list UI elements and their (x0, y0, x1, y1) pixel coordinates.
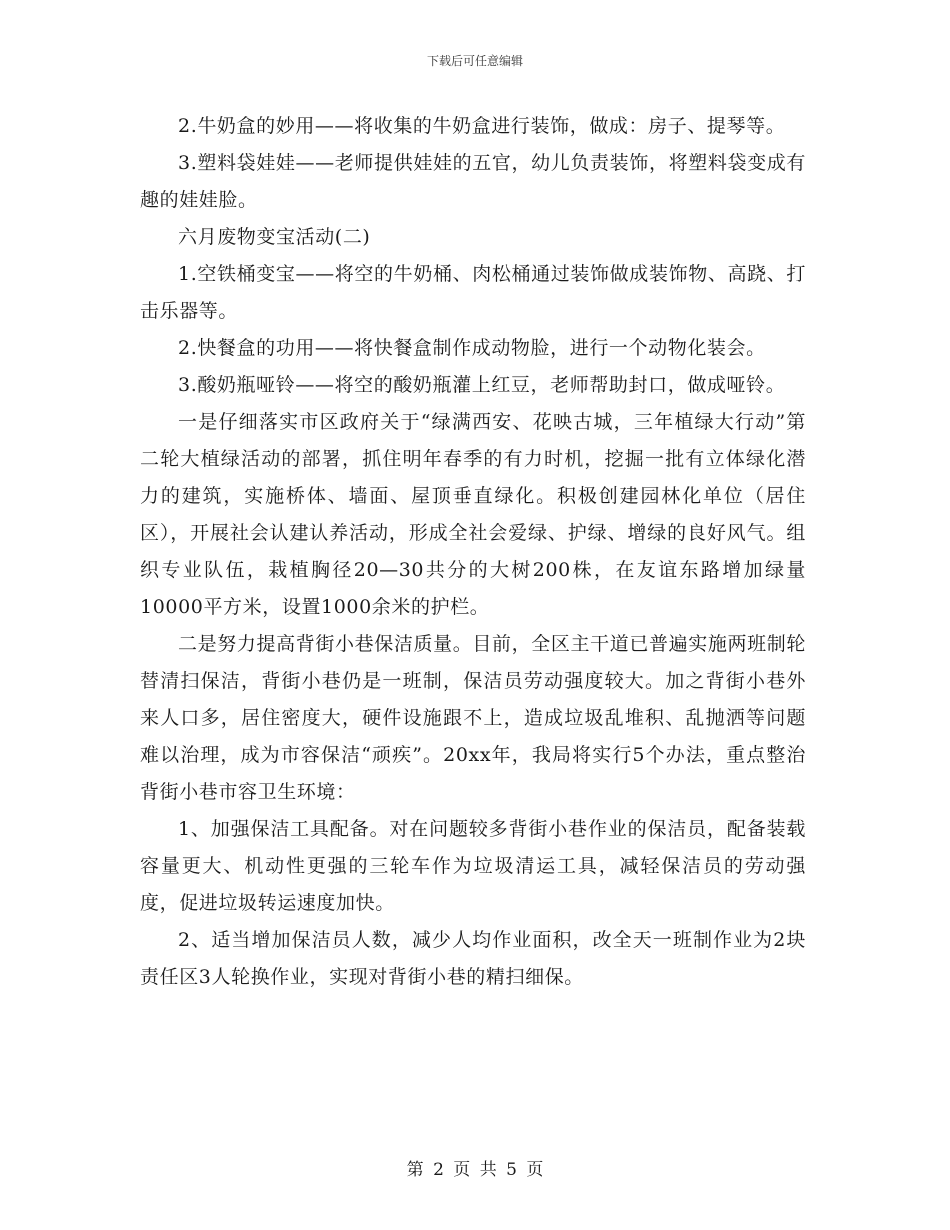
paragraph-greening-plan: 一是仔细落实市区政府关于“绿满西安、花映古城，三年植绿大行动”第二轮大植绿活动的部署，抓住明年春季的有力时机，挖掘一批有立体绿化潜力的建筑，实施桥体、墙面、屋顶垂直绿化。积极创建园林化单位（居住区），开展社会认建认养活动，形成全社会爱绿、护绿、增绿的良好风气。组织专业队伍，栽植胸径20—30共分的大树200株，在友谊东路增加绿量10000平方米，设置1000余米的护栏。 (140, 411, 806, 618)
paragraph-cleaning-tools: 1、加强保洁工具配备。对在问题较多背街小巷作业的保洁员，配备装载容量更大、机动性更强的三轮车作为垃圾清运工具，减轻保洁员的劳动强度，促进垃圾转运速度加快。 (140, 818, 806, 914)
paragraph-iron-bucket: 1.空铁桶变宝——将空的牛奶桶、肉松桶通过装饰做成装饰物、高跷、打击乐器等。 (140, 263, 806, 322)
paragraph-milk-carton: 2.牛奶盒的妙用——将收集的牛奶盒进行装饰，做成：房子、提琴等。 (178, 115, 786, 137)
page-header: 下载后可任意编辑 (426, 54, 523, 68)
paragraph-cleaner-staffing: 2、适当增加保洁员人数，减少人均作业面积，改全天一班制作业为2块责任区3人轮换作业，实现对背街小巷的精扫细保。 (140, 929, 806, 988)
paragraph-alley-cleaning: 二是努力提高背街小巷保洁质量。目前，全区主干道已普遍实施两班制轮替清扫保洁，背街小巷仍是一班制，保洁员劳动强度较大。加之背街小巷外来人口多，居住密度大，硬件设施跟不上，造成垃圾乱堆积、乱抛洒等问题难以治理，成为市容保洁“顽疾”。20xx年，我局将实行5个办法，重点整治背街小巷市容卫生环境： (140, 633, 806, 803)
paragraph-fast-food-box: 2.快餐盒的功用——将快餐盒制作成动物脸，进行一个动物化装会。 (178, 337, 766, 359)
page-number: 第 2 页 共 5 页 (406, 1160, 544, 1180)
paragraph-plastic-bag-doll: 3.塑料袋娃娃——老师提供娃娃的五官，幼儿负责装饰，将塑料袋变成有趣的娃娃脸。 (140, 152, 806, 211)
section-heading: 六月废物变宝活动(二) (178, 226, 371, 248)
paragraph-yogurt-dumbbell: 3.酸奶瓶哑铃——将空的酸奶瓶灌上红豆，老师帮助封口，做成哑铃。 (178, 374, 786, 396)
document-body (140, 108, 806, 996)
